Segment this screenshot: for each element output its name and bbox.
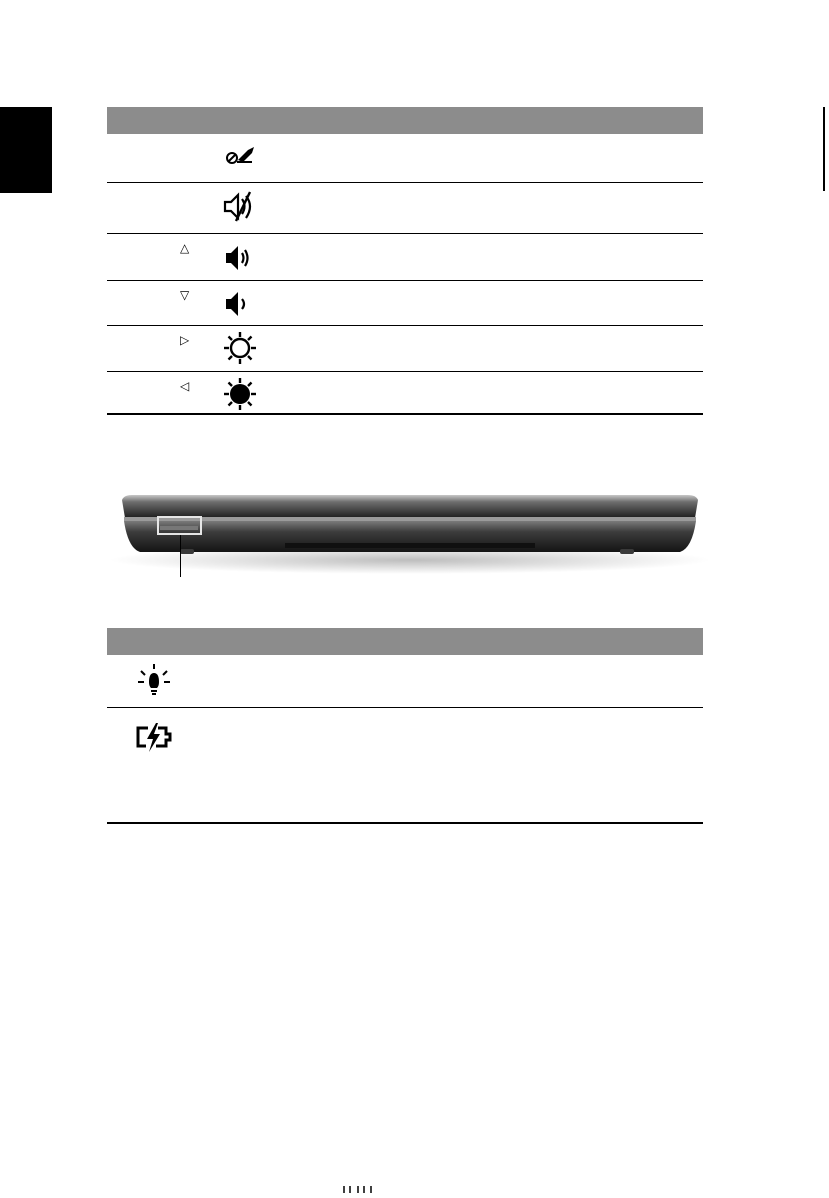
hotkey-row-brightness-up — [107, 326, 703, 372]
indicator-row-battery — [107, 708, 703, 824]
arrow-key-glyph: △ — [180, 241, 190, 255]
volume-down-icon — [222, 286, 258, 322]
hotkey-row-touchpad — [107, 134, 703, 183]
touchpad-toggle-icon — [222, 138, 258, 174]
hotkey-row-brightness-down — [107, 372, 703, 415]
power-indicator-icon — [134, 663, 174, 699]
battery-charge-icon — [134, 720, 174, 756]
indicator-callout-box — [157, 516, 202, 535]
indicator-table — [107, 628, 703, 824]
hotkey-row-volume-up — [107, 234, 703, 281]
arrow-key-glyph: ◁ — [180, 379, 190, 393]
volume-up-icon — [222, 240, 258, 276]
brightness-down-icon — [222, 376, 258, 412]
indicator-table-header — [107, 628, 703, 655]
page-footer-mark — [338, 1180, 378, 1188]
language-tab — [0, 107, 52, 193]
speaker-mute-icon — [222, 189, 258, 225]
hotkey-table-header — [107, 107, 703, 134]
arrow-key-glyph: ▷ — [180, 333, 190, 347]
hotkey-row-volume-down — [107, 281, 703, 326]
brightness-up-icon — [222, 330, 258, 366]
hotkey-table — [107, 107, 703, 415]
margin-bar — [823, 107, 825, 191]
laptop-front-view — [110, 488, 710, 588]
hotkey-row-mute — [107, 183, 703, 234]
indicator-callout-line — [180, 535, 181, 577]
indicator-row-power — [107, 655, 703, 708]
arrow-key-glyph: ▽ — [180, 288, 190, 302]
